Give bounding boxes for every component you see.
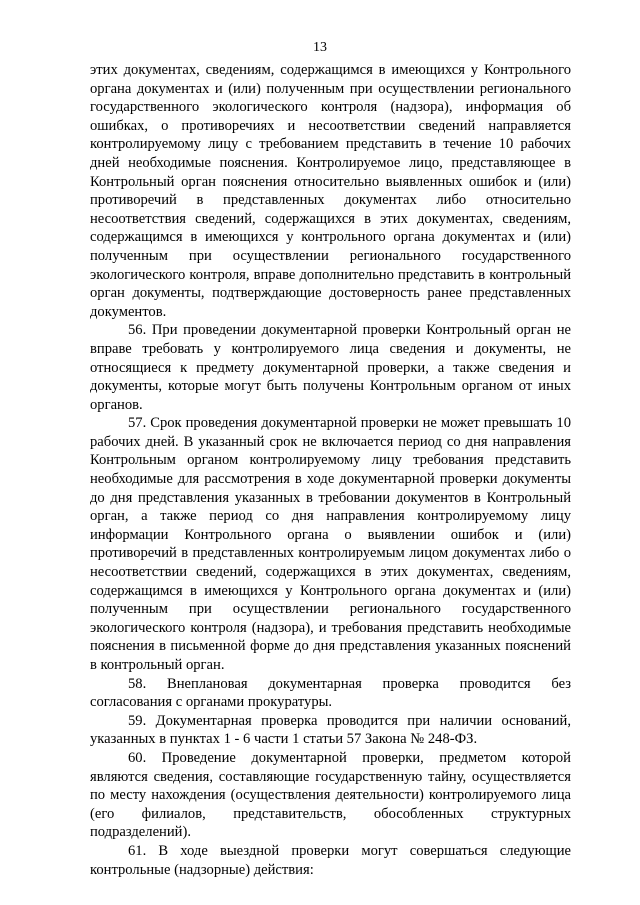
paragraph-60: 60. Проведение документарной проверки, предметом которой являются сведения, составляющие государственную тайну, осуществляется по месту нахождения (осуществления деятельности) контролируемого лица (его филиалов, представительств, обособленных структурных подразделений).	[90, 749, 571, 841]
paragraph-56: 56. При проведении документарной проверки Контрольный орган не вправе требовать у контролируемого лица сведения и документы, не относящиеся к предмету документарной проверки, а также сведения и документы, которые могут быть получены Контрольным органом от иных органов.	[90, 322, 571, 413]
paragraph-61: 61. В ходе выездной проверки могут совершаться следующие контрольные (надзорные) действия:	[90, 842, 571, 878]
paragraph-59: 59. Документарная проверка проводится при наличии оснований, указанных в пунктах 1 - 6 части 1 статьи 57 Закона № 248-ФЗ.	[90, 712, 571, 748]
paragraph-58: 58. Внеплановая документарная проверка проводится без согласования с органами прокуратуры.	[90, 675, 571, 711]
page-number: 13	[313, 40, 327, 55]
paragraph-continuation: этих документах, сведениям, содержащимся в имеющихся у Контрольного органа документах и (или) полученным при осуществлении регионального государственного экологического контроля (надзора), информация об ошибках, о противоречиях и несоответствии сведений направляется контролируемому лицу с требованием представить в течение 10 рабочих дней необходимые пояснения. Контролируемое лицо, представляющее в Контрольный орган пояснения относительно выявленных ошибок и (или) противоречий в представленных документах либо относительно несоответствия сведений, содержащихся в этих документах, сведениям, содержащимся в имеющихся у контрольного органа документах и (или) полученным при осуществлении регионального государственного экологического контроля, вправе дополнительно представить в контрольный орган документы, подтверждающие достоверность ранее представленных документов.	[90, 62, 571, 320]
paragraph-57: 57. Срок проведения документарной проверки не может превышать 10 рабочих дней. В указанный срок не включается период со дня направления Контрольным органом контролируемому лицу требования представить необходимые для рассмотрения в ходе документарной проверки документы до дня представления указанных в требовании документов в Контрольный орган, а также период со дня направления контролируемому лицу информации Контрольного органа о выявлении ошибок и (или) противоречий в представленных контролируемым лицом документах либо о несоответствии сведений, содержащихся в этих документах, сведениям, содержащимся в имеющихся у Контрольного органа документах и (или) полученным при осуществлении регионального государственного экологического контроля (надзора), и требования представить необходимые пояснения в письменной форме до дня представления указанных пояснений в контрольный орган.	[90, 415, 571, 673]
document-body	[90, 61, 571, 879]
